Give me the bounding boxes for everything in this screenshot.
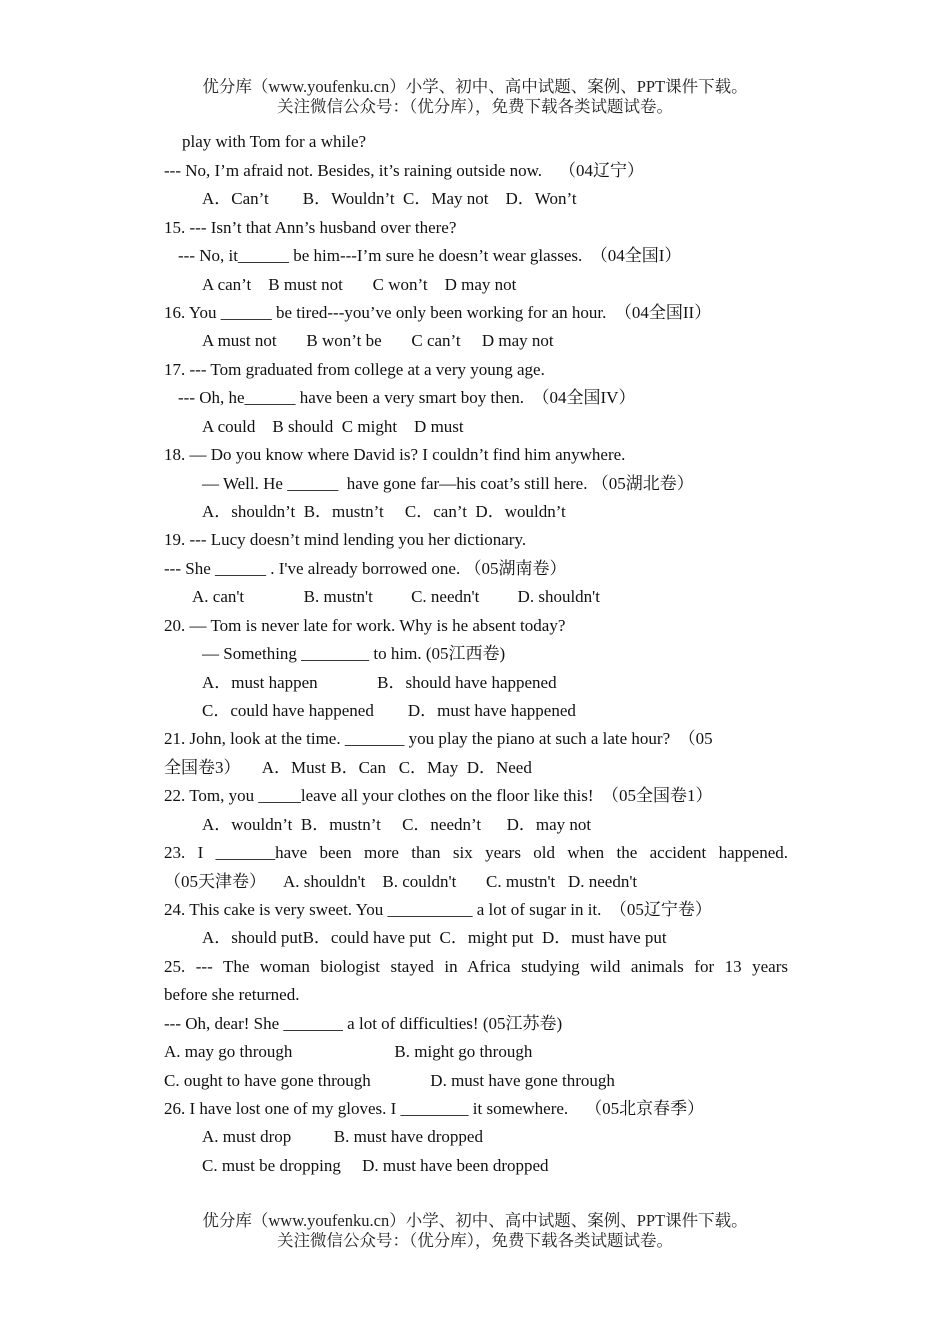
answer-options: A．should putB．could have put C．might put D．must have put: [202, 928, 667, 947]
answer-options: （05天津卷） A. shouldn't B. couldn't C. mustn't D. needn't: [164, 872, 638, 891]
answer-options: A. may go through B. might go through: [164, 1042, 533, 1061]
answer-options: A．shouldn’t B．mustn’t C．can’t D．wouldn’t: [202, 502, 566, 521]
question-line: 24. This cake is very sweet. You __________ a lot of sugar in it. （05辽宁卷）: [164, 900, 712, 919]
answer-options: 全国卷3） A．Must B．Can C．May D．Need: [164, 758, 532, 777]
answer-options: A．Can’t B．Wouldn’t C．May not D．Won’t: [202, 189, 577, 208]
question-line: 21. John, look at the time. _______ you play the piano at such a late hour? （05: [164, 729, 713, 748]
question-line: — Something ________ to him. (05江西卷): [202, 644, 506, 663]
question-line: --- Oh, he______ have been a very smart boy then. （04全国IV）: [178, 388, 636, 407]
header-line-2: 关注微信公众号：（优分库），免费下载各类试题试卷。: [277, 97, 673, 116]
answer-options: A can’t B must not C won’t D may not: [202, 275, 517, 294]
answer-options: A．must happen B．should have happened: [202, 673, 557, 692]
answer-options: A. can't B. mustn't C. needn't D. shouldn't: [192, 587, 600, 606]
question-line: play with Tom for a while?: [182, 132, 367, 151]
question-line: — Well. He ______ have gone far—his coat’s still here. （05湖北卷）: [202, 474, 694, 493]
answer-options: A. must drop B. must have dropped: [202, 1127, 483, 1146]
question-line: 16. You ______ be tired---you’ve only been working for an hour. （04全国II）: [164, 303, 712, 322]
question-line: --- She ______ . I've already borrowed one. （05湖南卷）: [164, 559, 567, 578]
question-line: --- No, it______ be him---I’m sure he doesn’t wear glasses. （04全国I）: [178, 246, 682, 265]
page-footer: [0, 1211, 950, 1251]
question-line: 22. Tom, you _____leave all your clothes on the floor like this! （05全国卷1）: [164, 786, 713, 805]
header-line-1: 优分库（www.youfenku.cn）小学、初中、高中试题、案例、PPT课件下载。: [202, 77, 748, 96]
question-line: 25. --- The woman biologist stayed in Africa studying wild animals for 13 years: [164, 957, 788, 976]
page-header: [0, 77, 950, 117]
answer-options: A．wouldn’t B．mustn’t C．needn’t D．may not: [202, 815, 592, 834]
answer-options: C．could have happened D．must have happened: [202, 701, 576, 720]
answer-options: A must not B won’t be C can’t D may not: [202, 331, 554, 350]
question-line: 26. I have lost one of my gloves. I ________ it somewhere. （05北京春季）: [164, 1099, 705, 1118]
question-line: --- Oh, dear! She _______ a lot of difficulties! (05江苏卷): [164, 1014, 563, 1033]
question-line: 17. --- Tom graduated from college at a very young age.: [164, 360, 545, 379]
answer-options: C. must be dropping D. must have been dropped: [202, 1156, 549, 1175]
footer-line-1: 优分库（www.youfenku.cn）小学、初中、高中试题、案例、PPT课件下载。: [202, 1211, 748, 1230]
question-line: 19. --- Lucy doesn’t mind lending you her dictionary.: [164, 530, 527, 549]
answer-options: A could B should C might D must: [202, 417, 464, 436]
question-line: 18. — Do you know where David is? I couldn’t find him anywhere.: [164, 445, 626, 464]
answer-options: C. ought to have gone through D. must have gone through: [164, 1071, 615, 1090]
question-line: --- No, I’m afraid not. Besides, it’s raining outside now. （04辽宁）: [164, 161, 645, 180]
footer-line-2: 关注微信公众号：（优分库），免费下载各类试题试卷。: [277, 1231, 673, 1250]
question-line: 15. --- Isn’t that Ann’s husband over there?: [164, 218, 457, 237]
question-line: 23. I _______have been more than six years old when the accident happened.: [164, 843, 788, 862]
question-line: 20. — Tom is never late for work. Why is he absent today?: [164, 616, 566, 635]
question-line: before she returned.: [164, 985, 300, 1004]
